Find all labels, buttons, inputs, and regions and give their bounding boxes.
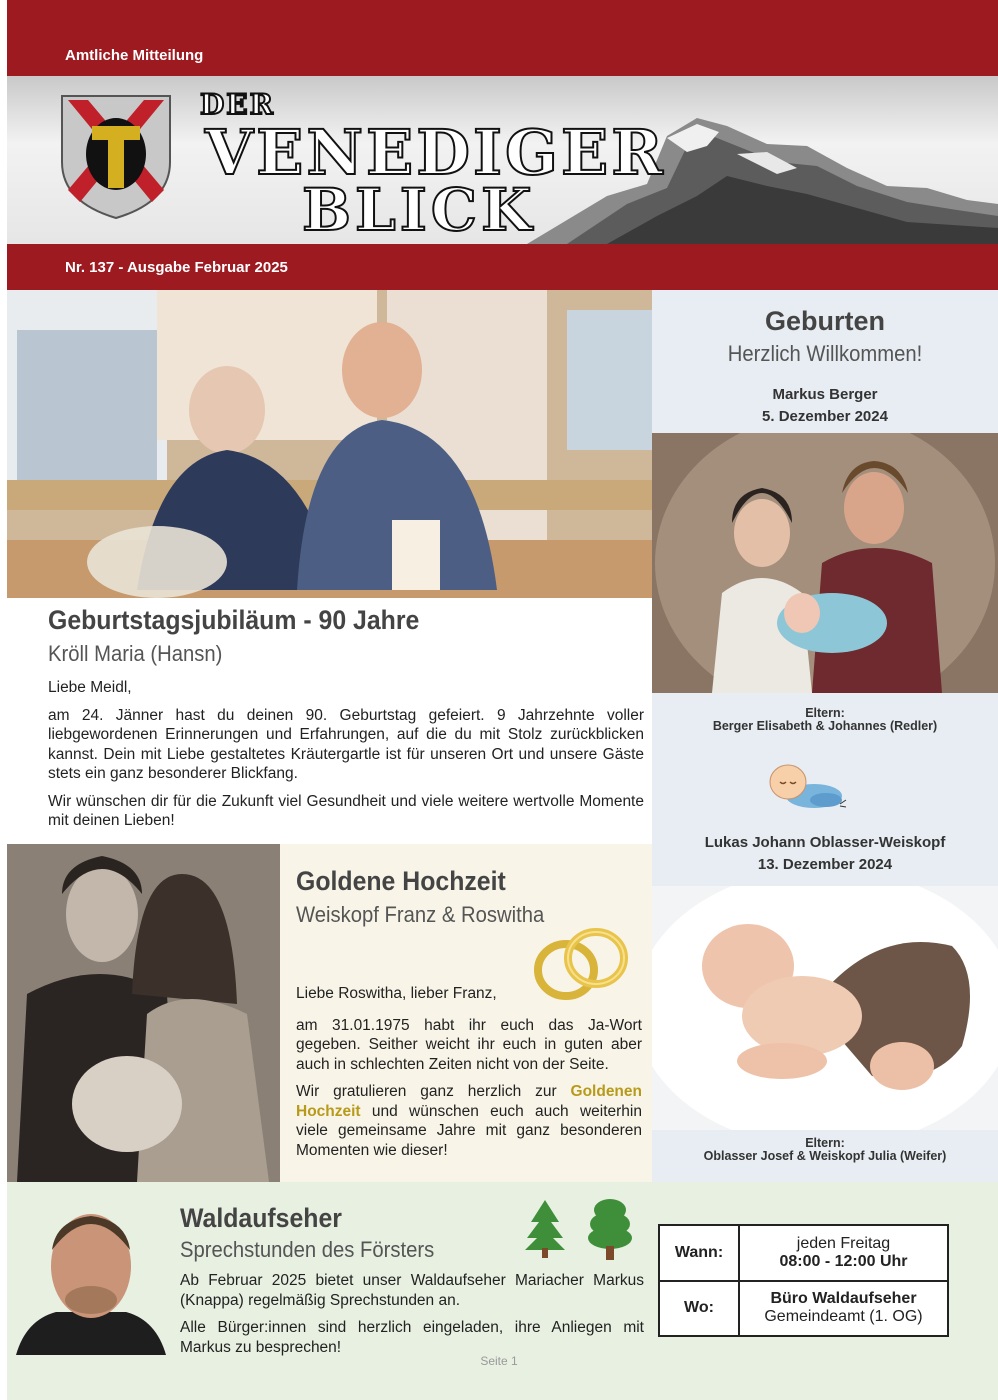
where-value	[739, 1281, 948, 1337]
where-building: Gemeindeamt (1. OG)	[764, 1308, 923, 1326]
forester-subtitle: Sprechstunden des Försters	[180, 1237, 435, 1262]
baby2-date: 13. Dezember 2024	[757, 856, 893, 873]
masthead-der: DER	[200, 88, 275, 121]
birthday-text	[48, 678, 644, 839]
forester-text	[180, 1271, 644, 1365]
conifer-tree-icon	[523, 1198, 567, 1258]
golden-wedding-highlight: Goldenen Hochzeit	[296, 1083, 642, 1120]
when-day: jeden Freitag	[796, 1234, 891, 1252]
wedding-paragraph-2	[296, 1082, 642, 1160]
forester-title: Waldaufseher	[180, 1203, 342, 1233]
office-hours-table	[658, 1224, 949, 1337]
coat-of-arms-icon	[58, 92, 174, 222]
where-office: Büro Waldaufseher	[770, 1290, 917, 1308]
sleeping-baby-icon	[762, 760, 848, 812]
when-label: Wann:	[659, 1225, 739, 1281]
wedding-title: Goldene Hochzeit	[296, 866, 506, 896]
table-row	[659, 1281, 948, 1337]
when-time: 08:00 - 12:00 Uhr	[779, 1252, 908, 1270]
baby1-parents: Berger Elisabeth & Johannes (Redler)	[712, 719, 938, 733]
forester-paragraph-1: Ab Februar 2025 bietet unser Waldaufseher Mariacher Markus (Knappa) regelmäßig Sprechstunden an.	[180, 1272, 644, 1309]
birthday-paragraph-2: Wir wünschen dir für die Zukunft viel Gesundheit und viele weitere wertvolle Momente mit deinen Lieben!	[48, 792, 644, 829]
wedding-greeting: Liebe Roswitha, lieber Franz,	[296, 985, 497, 1002]
deciduous-tree-icon	[586, 1198, 634, 1260]
baby1-parents-label: Eltern:	[805, 706, 845, 720]
table-row	[659, 1225, 948, 1281]
where-label: Wo:	[659, 1281, 739, 1337]
baby2-parents-label: Eltern:	[805, 1136, 845, 1150]
baby1-name: Markus Berger	[772, 386, 878, 403]
wedding-text	[296, 984, 642, 1168]
birthday-title: Geburtstagsjubiläum - 90 Jahre	[48, 605, 420, 635]
baby2-parents: Oblasser Josef & Weiskopf Julia (Weifer)	[703, 1149, 947, 1163]
wedding-paragraph-2-end: und wünschen euch auch weiterhin viele gemeinsame Jahre mit ganz besonderen Momenten wie dieser!	[296, 1102, 642, 1159]
births-subtitle: Herzlich Willkommen!	[727, 341, 923, 366]
wedding-photo	[7, 844, 280, 1182]
birthday-subtitle: Kröll Maria (Hansn)	[48, 641, 223, 666]
issue-number: Nr. 137 - Ausgabe Februar 2025	[65, 259, 288, 276]
wedding-subtitle: Weiskopf Franz & Roswitha	[296, 902, 545, 927]
birthday-paragraph-1: am 24. Jänner hast du deinen 90. Geburtstag gefeiert. 9 Jahrzehnte voller liebgewordenen Erinnerungen und Erfahrungen, auf die du mit Stolz zurückblicken kannst. Dein mit Liebe gestaltetes Kräutergartle ist für unseren Ort und unsere Gäste stets ein ganz besonderer Blickfang.	[48, 706, 644, 782]
births-title: Geburten	[764, 306, 885, 336]
forester-paragraph-2: Alle Bürger:innen sind herzlich eingeladen, ihre Anliegen mit Markus zu besprechen!	[180, 1319, 644, 1356]
masthead-blick: BLICK	[302, 176, 536, 244]
wedding-paragraph-1: am 31.01.1975 habt ihr euch das Ja-Wort gegeben. Seither weicht ihr euch in guten aber auch in schlechten Zeiten nicht von der Seite.	[296, 1016, 642, 1073]
when-value	[739, 1225, 948, 1281]
wedding-paragraph-2-start: Wir gratulieren ganz herzlich zur	[296, 1083, 571, 1100]
birthday-photo	[7, 290, 652, 598]
top-red-bar	[7, 0, 998, 76]
page-number: Seite 1	[480, 1354, 518, 1368]
baby2-newborn-photo	[652, 886, 998, 1130]
baby1-date: 5. Dezember 2024	[762, 408, 888, 425]
baby2-name: Lukas Johann Oblasser-Weiskopf	[704, 834, 946, 851]
official-notice-label: Amtliche Mitteilung	[65, 47, 204, 64]
masthead-title: VENEDIGER	[205, 116, 666, 189]
forester-portrait	[16, 1200, 166, 1355]
baby1-family-photo	[652, 433, 998, 693]
birthday-greeting: Liebe Meidl,	[48, 679, 132, 696]
